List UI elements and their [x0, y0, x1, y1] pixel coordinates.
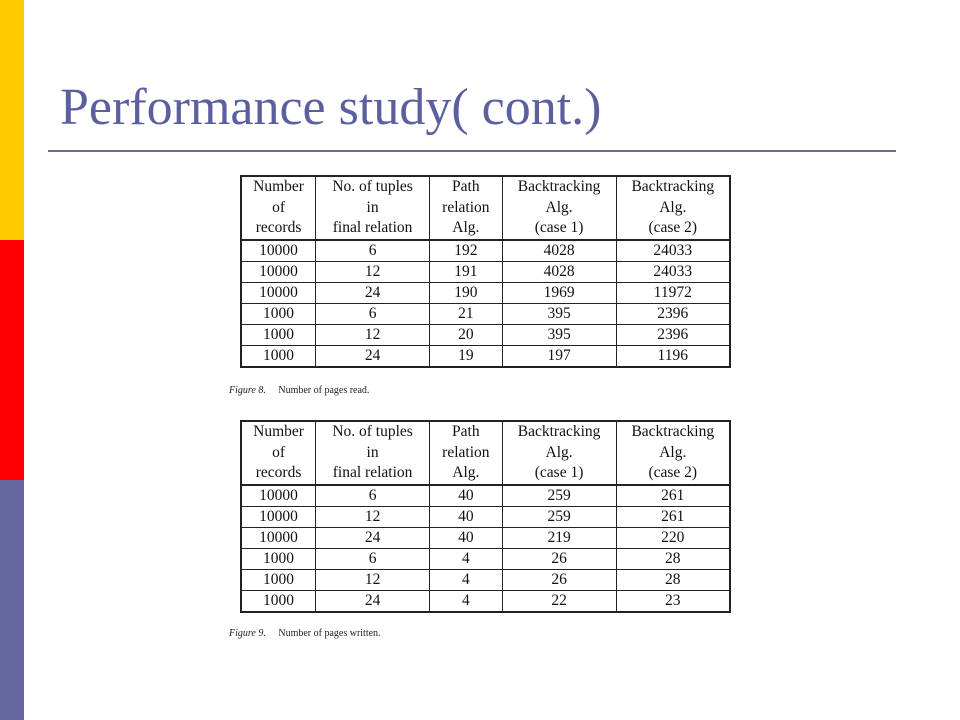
table-cell: 28 [616, 549, 730, 570]
table-cell: 4028 [502, 240, 616, 262]
figure-caption-text: Number of pages written. [278, 628, 381, 639]
table-row [241, 549, 730, 570]
table-cell: 12 [316, 570, 430, 591]
table-cell: 395 [502, 325, 616, 346]
table-cell: 6 [316, 485, 430, 507]
table-row [241, 528, 730, 549]
column-header: Path relation Alg. [430, 421, 503, 485]
table-cell: 10000 [241, 262, 316, 283]
table-cell: 24 [316, 283, 430, 304]
column-header: Backtracking Alg. (case 1) [502, 421, 616, 485]
table-cell: 22 [502, 591, 616, 613]
pages-written-table [240, 420, 731, 613]
table-row [241, 262, 730, 283]
table-cell: 40 [430, 507, 503, 528]
table-cell: 197 [502, 346, 616, 368]
table-row [241, 240, 730, 262]
table-cell: 6 [316, 549, 430, 570]
table-cell: 10000 [241, 528, 316, 549]
table-cell: 26 [502, 549, 616, 570]
column-header: Backtracking Alg. (case 1) [502, 176, 616, 240]
table-row [241, 283, 730, 304]
table-cell: 1000 [241, 570, 316, 591]
table-cell: 1196 [616, 346, 730, 368]
figure-label: Figure 9. [229, 628, 266, 639]
column-header: No. of tuples in final relation [316, 176, 430, 240]
table-cell: 261 [616, 507, 730, 528]
table-cell: 28 [616, 570, 730, 591]
table-cell: 191 [430, 262, 503, 283]
table-cell: 395 [502, 304, 616, 325]
table-cell: 21 [430, 304, 503, 325]
table-cell: 192 [430, 240, 503, 262]
accent-bar-red [0, 240, 24, 480]
table-cell: 1000 [241, 304, 316, 325]
table-cell: 12 [316, 507, 430, 528]
pages-read-table [240, 175, 731, 368]
figure-caption [229, 628, 381, 639]
table-cell: 12 [316, 325, 430, 346]
table-cell: 40 [430, 528, 503, 549]
table-cell: 4028 [502, 262, 616, 283]
table-cell: 12 [316, 262, 430, 283]
table-cell: 1000 [241, 591, 316, 613]
figure-caption [229, 385, 369, 396]
table-cell: 4 [430, 591, 503, 613]
table-cell: 23 [616, 591, 730, 613]
table-row [241, 570, 730, 591]
table-cell: 26 [502, 570, 616, 591]
table-cell: 2396 [616, 325, 730, 346]
table-cell: 10000 [241, 283, 316, 304]
table-cell: 6 [316, 240, 430, 262]
table-cell: 4 [430, 549, 503, 570]
table-cell: 10000 [241, 485, 316, 507]
column-header: Backtracking Alg. (case 2) [616, 176, 730, 240]
table-cell: 259 [502, 485, 616, 507]
column-header: Backtracking Alg. (case 2) [616, 421, 730, 485]
title-divider [48, 150, 896, 152]
table-cell: 259 [502, 507, 616, 528]
figure-caption-text: Number of pages read. [278, 385, 370, 396]
table-cell: 2396 [616, 304, 730, 325]
table-cell: 1000 [241, 549, 316, 570]
accent-bar-blue [0, 480, 24, 720]
table-cell: 1000 [241, 325, 316, 346]
table-cell: 20 [430, 325, 503, 346]
table-cell: 261 [616, 485, 730, 507]
table-cell: 6 [316, 304, 430, 325]
column-header: Path relation Alg. [430, 176, 503, 240]
table-cell: 220 [616, 528, 730, 549]
table-header-row [241, 421, 730, 485]
slide-title: Performance study( cont.) [60, 79, 602, 136]
column-header: Number of records [241, 176, 316, 240]
table-cell: 24033 [616, 262, 730, 283]
table-row [241, 304, 730, 325]
table-cell: 24 [316, 591, 430, 613]
table-cell: 1969 [502, 283, 616, 304]
table-header-row [241, 176, 730, 240]
column-header: No. of tuples in final relation [316, 421, 430, 485]
table-row [241, 485, 730, 507]
table-cell: 10000 [241, 240, 316, 262]
table-cell: 19 [430, 346, 503, 368]
table-row [241, 507, 730, 528]
table-cell: 4 [430, 570, 503, 591]
column-header: Number of records [241, 421, 316, 485]
table-row [241, 591, 730, 613]
table-cell: 190 [430, 283, 503, 304]
table-cell: 40 [430, 485, 503, 507]
accent-bar-yellow [0, 0, 24, 240]
table-row [241, 325, 730, 346]
table-row [241, 346, 730, 368]
figure-label: Figure 8. [229, 385, 266, 396]
table-cell: 11972 [616, 283, 730, 304]
table-cell: 219 [502, 528, 616, 549]
table-cell: 10000 [241, 507, 316, 528]
table-cell: 24 [316, 528, 430, 549]
table-cell: 1000 [241, 346, 316, 368]
table-cell: 24 [316, 346, 430, 368]
table-cell: 24033 [616, 240, 730, 262]
